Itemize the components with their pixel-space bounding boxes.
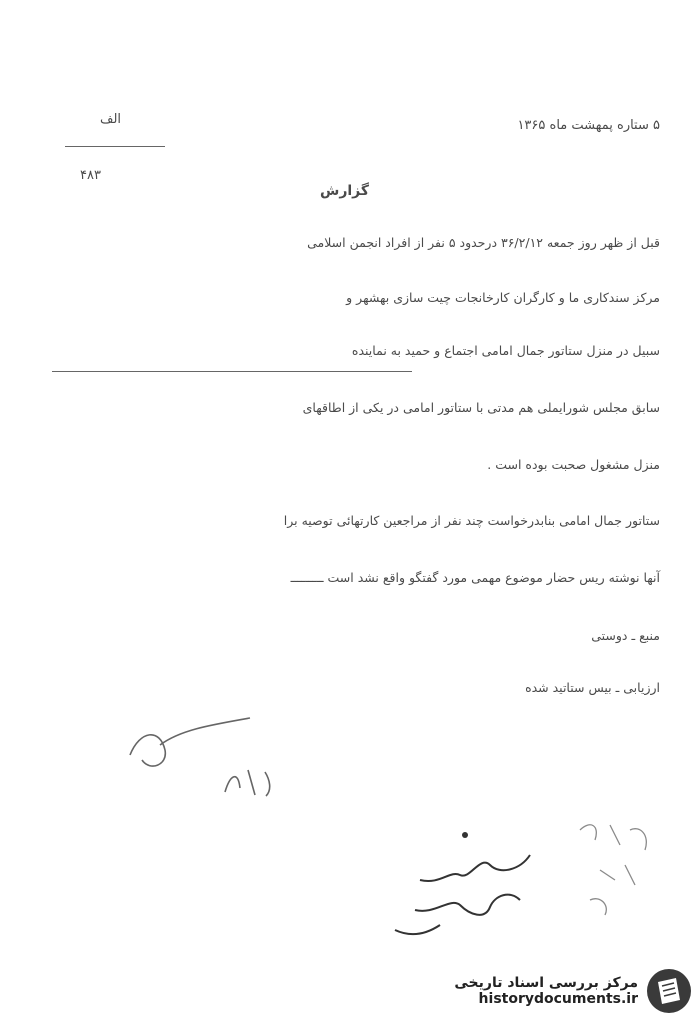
source-line: منبع ـ دوستی xyxy=(591,628,660,643)
archive-logo-icon xyxy=(646,968,692,1014)
stamp-url: historydocuments.ir xyxy=(478,991,638,1007)
archive-stamp xyxy=(410,965,692,1017)
body-line: سبیل در منزل ستاتور جمال امامی اجتماع و حمید به نماینده xyxy=(351,343,660,358)
body-line: مرکز سندکاری ما و کارگران کارخانجات چیت سازی بهشهر و xyxy=(346,290,660,305)
classification-mark: الف xyxy=(100,112,122,127)
handwritten-signature-left xyxy=(120,700,290,810)
header-date: ۵ ستاره پمهشت ماه ۱۳۶۵ xyxy=(517,118,660,133)
body-line: ستاتور جمال امامی بنابدرخواست چند نفر از مراجعین کارتهائی توصیه برا xyxy=(283,513,660,528)
body-line: سابق مجلس شورایملی هم مدتی با ستاتور امامی در یکی از اطاقهای xyxy=(302,400,660,415)
stamp-title: مرکز بررسی اسناد تاریخی xyxy=(454,975,638,991)
document-title: گزارش xyxy=(320,183,370,199)
underline xyxy=(52,371,412,372)
body-line: منزل مشغول صحبت بوده است . xyxy=(487,457,660,472)
handwritten-note-right xyxy=(560,810,670,920)
document-number: ۴۸۳ xyxy=(80,168,101,183)
body-line: آنها نوشته ریس حضار موضوع مهمی مورد گفتگو واقع نشد است ـــــــــ xyxy=(290,570,660,585)
handwritten-signature-center xyxy=(380,825,550,955)
evaluation-line: ارزیابی ـ بیس ستاتید شده xyxy=(525,680,660,695)
body-line: قبل از ظهر روز جمعه ۳۶/۲/۱۲ درحدود ۵ نفر از افراد انجمن اسلامی xyxy=(307,235,660,250)
classification-underline xyxy=(65,146,165,147)
